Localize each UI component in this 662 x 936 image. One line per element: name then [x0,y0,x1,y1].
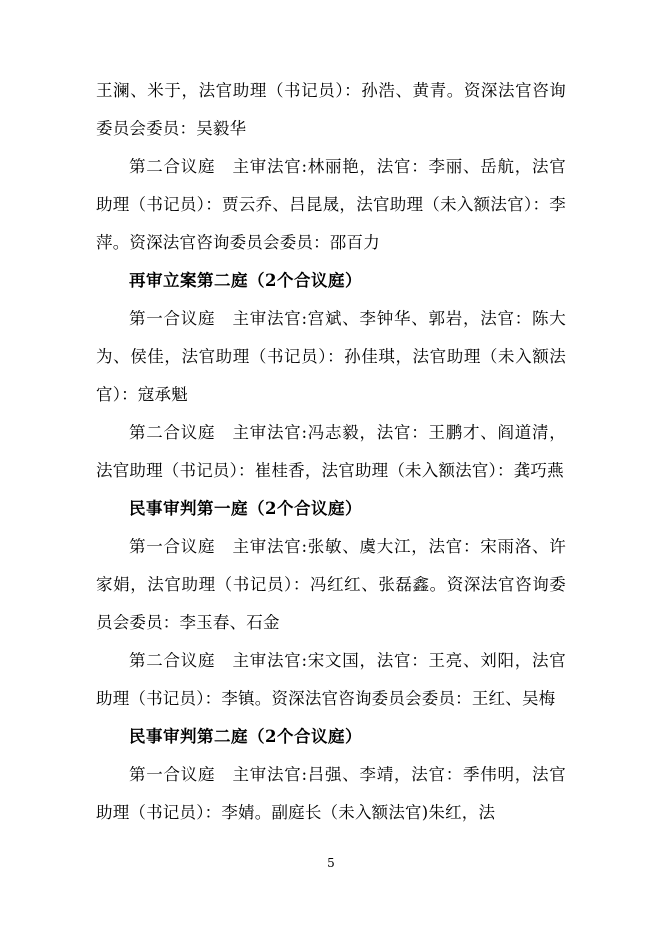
section-heading: 再审立案第二庭（2个合议庭） [129,271,362,290]
paragraph: 第二合议庭 主审法官:林丽艳，法官：李丽、岳航，法官助理（书记员）：贾云乔、吕昆晟，法官助理（未入额法官）：李萍。资深法官咨询委员会委员：邵百力 [96,157,566,252]
paragraph: 第一合议庭 主审法官:吕强、李靖，法官：季伟明，法官助理（书记员）：李婧。副庭长（未入额法官)朱红，法 [96,765,566,822]
document-body [96,72,566,832]
paragraph: 王澜、米于，法官助理（书记员）：孙浩、黄青。资深法官咨询委员会委员：吴毅华 [96,81,566,138]
section-heading: 民事审判第一庭（2个合议庭） [129,499,362,518]
paragraph: 第二合议庭 主审法官:冯志毅，法官：王鹏才、阎道清，法官助理（书记员）：崔桂香，法官助理（未入额法官）：龚巧燕 [96,423,566,480]
paragraph: 第一合议庭 主审法官:张敏、虞大江，法官：宋雨洛、许家娟，法官助理（书记员）：冯红红、张磊鑫。资深法官咨询委员会委员：李玉春、石金 [96,537,566,632]
paragraph: 第二合议庭 主审法官:宋文国，法官：王亮、刘阳，法官助理（书记员）：李镇。资深法官咨询委员会委员：王红、吴梅 [96,651,566,708]
section-heading: 民事审判第二庭（2个合议庭） [129,727,362,746]
page-number: 5 [327,856,335,870]
paragraph: 第一合议庭 主审法官:宫斌、李钟华、郭岩，法官：陈大为、侯佳，法官助理（书记员）：孙佳琪，法官助理（未入额法官）：寇承魁 [96,309,566,404]
